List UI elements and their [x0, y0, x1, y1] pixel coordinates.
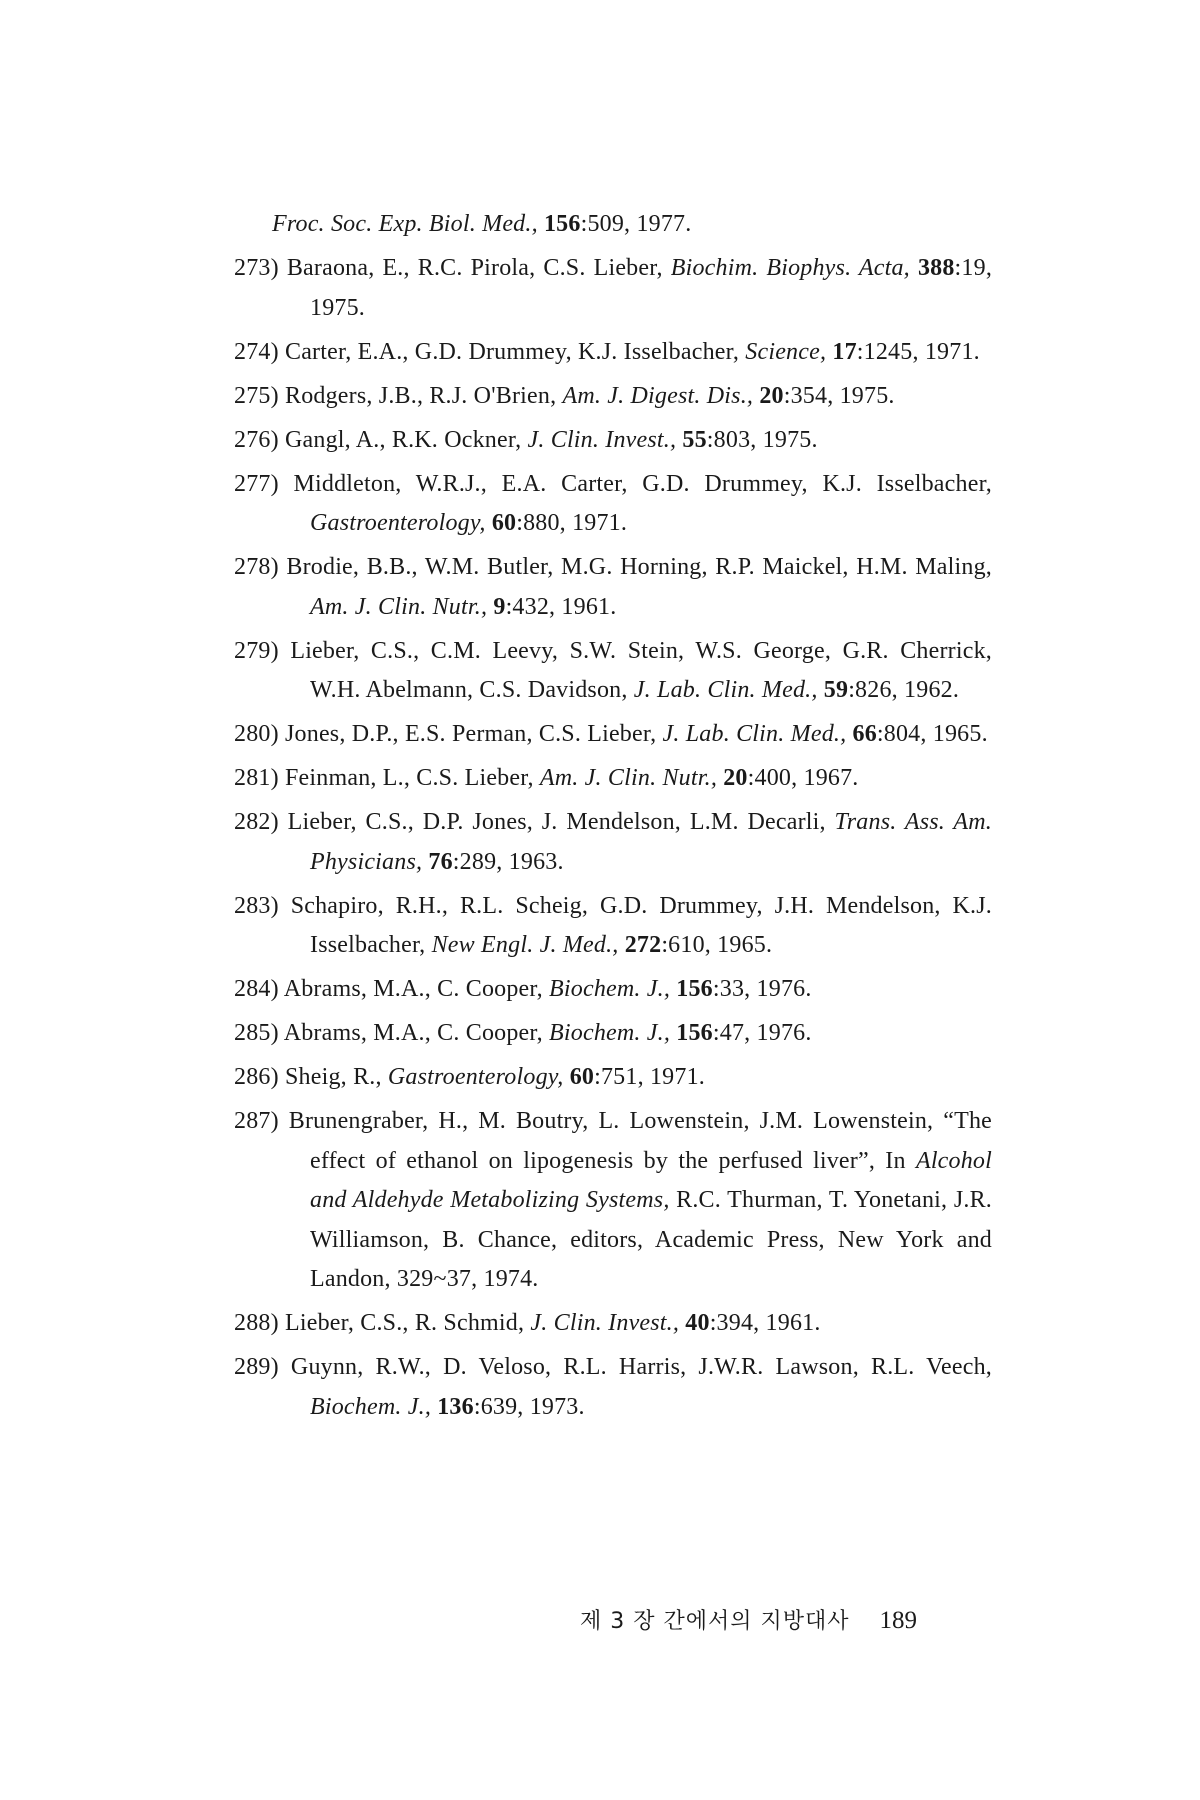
reference-pages: :19, 1975.	[310, 255, 993, 321]
page-footer	[580, 1604, 980, 1635]
reference-volume: 9	[493, 593, 506, 620]
reference-journal: Biochem. J.,	[549, 976, 671, 1002]
chapter-title: 제 3 장 간에서의 지방대사	[580, 1609, 850, 1634]
reference-journal: Alcohol and Aldehyde Metabolizing Systems,	[310, 1147, 993, 1213]
reference-pages: :509, 1977.	[580, 211, 692, 237]
reference-pages: :289, 1963.	[452, 848, 564, 875]
reference-journal: Am. J. Digest. Dis.,	[562, 382, 754, 409]
reference-journal: Froc. Soc. Exp. Biol. Med.,	[272, 211, 538, 237]
reference-number: 274)	[234, 338, 279, 365]
reference-list	[234, 205, 993, 1432]
reference-volume: 17	[832, 338, 857, 365]
reference-entry	[234, 377, 992, 417]
reference-volume: 136	[437, 1393, 474, 1420]
reference-volume: 66	[852, 721, 877, 747]
reference-authors: Sheig, R.,	[285, 1064, 382, 1090]
reference-pages: :804, 1965.	[876, 721, 988, 747]
reference-number: 276)	[234, 426, 279, 453]
reference-authors: Baraona, E., R.C. Pirola, C.S. Lieber,	[286, 255, 663, 281]
reference-volume: 55	[682, 426, 707, 453]
reference-entry	[234, 1058, 992, 1098]
reference-journal: Biochem. J.,	[310, 1393, 432, 1420]
reference-pages: :826, 1962.	[848, 677, 960, 703]
reference-authors: Guynn, R.W., D. Veloso, R.L. Harris, J.W.R. Lawson, R.L. Veech,	[290, 1354, 992, 1380]
reference-volume: 388	[917, 255, 955, 281]
reference-pages: R.C. Thurman, T. Yonetani, J.R. Williamson, B. Chance, editors, Academic Press, New York and Landon, 329~37, 1974.	[310, 1187, 993, 1292]
reference-volume: 20	[759, 382, 784, 409]
reference-entry	[272, 205, 992, 245]
reference-authors: Rodgers, J.B., R.J. O'Brien,	[285, 382, 557, 409]
reference-authors: Schapiro, R.H., R.L. Scheig, G.D. Drummey, J.H. Mendelson, K.J. Isselbacher,	[290, 892, 992, 958]
reference-entry	[234, 249, 993, 328]
reference-volume: 156	[676, 1020, 713, 1046]
reference-entry	[234, 632, 992, 711]
reference-entry	[234, 803, 992, 882]
reference-entry	[234, 759, 992, 799]
reference-number: 284)	[234, 976, 279, 1002]
reference-journal: Science,	[745, 338, 827, 365]
reference-journal: New Engl. J. Med.,	[431, 932, 619, 958]
reference-number: 275)	[234, 382, 279, 409]
reference-pages: :610, 1965.	[661, 932, 773, 958]
reference-authors: Lieber, C.S., D.P. Jones, J. Mendelson, L.M. Decarli,	[287, 809, 826, 835]
reference-volume: 40	[685, 1310, 710, 1336]
reference-pages: :354, 1975.	[783, 382, 895, 409]
reference-authors: Feinman, L., C.S. Lieber,	[285, 765, 534, 791]
page-number: 189	[879, 1607, 917, 1634]
reference-number: 283)	[234, 892, 279, 919]
reference-pages: :432, 1961.	[505, 593, 617, 620]
reference-number: 280)	[234, 721, 279, 747]
reference-authors: Abrams, M.A., C. Cooper,	[283, 1020, 543, 1046]
reference-journal: Am. J. Clin. Nutr.,	[539, 765, 718, 791]
reference-entry	[234, 887, 992, 966]
reference-journal: Trans. Ass. Am. Physicians,	[310, 809, 992, 875]
reference-entry	[234, 715, 992, 755]
reference-journal: Gastroenterology,	[310, 510, 486, 536]
reference-pages: :47, 1976.	[712, 1020, 812, 1046]
reference-journal: Gastroenterology,	[387, 1064, 564, 1090]
reference-pages: :803, 1975.	[706, 426, 818, 453]
reference-volume: 60	[491, 510, 517, 536]
reference-journal: Am. J. Clin. Nutr.,	[310, 593, 488, 620]
reference-pages: :751, 1971.	[594, 1064, 705, 1090]
reference-journal: J. Lab. Clin. Med.,	[633, 677, 818, 703]
reference-entry	[234, 421, 992, 461]
reference-entry	[234, 1102, 993, 1300]
reference-number: 281)	[234, 765, 279, 791]
reference-entry	[234, 548, 992, 627]
reference-authors: Brunengraber, H., M. Boutry, L. Lowenstein, J.M. Lowenstein, “The effect of ethanol on lipogenesis by the perfused liver”, In	[288, 1108, 993, 1174]
reference-number: 288)	[234, 1310, 279, 1336]
reference-authors: Lieber, C.S., C.M. Leevy, S.W. Stein, W.S. George, G.R. Cherrick, W.H. Abelmann, C.S. Davidson,	[290, 637, 992, 703]
reference-pages: :400, 1967.	[747, 765, 859, 791]
reference-journal: J. Clin. Invest.,	[527, 426, 677, 453]
reference-volume: 59	[823, 677, 849, 703]
reference-entry	[234, 1304, 992, 1344]
reference-authors: Jones, D.P., E.S. Perman, C.S. Lieber,	[285, 721, 657, 747]
reference-pages: :1245, 1971.	[856, 338, 980, 365]
reference-volume: 156	[676, 976, 713, 1002]
reference-journal: J. Clin. Invest.,	[530, 1310, 680, 1336]
reference-journal: Biochem. J.,	[549, 1020, 671, 1046]
reference-entry	[234, 333, 992, 373]
reference-number: 286)	[234, 1064, 279, 1090]
reference-authors: Lieber, C.S., R. Schmid,	[285, 1310, 525, 1336]
reference-number: 287)	[234, 1108, 279, 1134]
reference-volume: 20	[723, 765, 748, 791]
reference-authors: Gangl, A., R.K. Ockner,	[285, 426, 522, 453]
reference-number: 279)	[234, 637, 279, 664]
reference-pages: :880, 1971.	[516, 510, 628, 536]
reference-entry	[234, 465, 992, 544]
reference-authors: Brodie, B.B., W.M. Butler, M.G. Horning, R.P. Maickel, H.M. Maling,	[286, 554, 992, 580]
reference-number: 285)	[234, 1020, 279, 1046]
reference-volume: 156	[543, 211, 581, 237]
reference-authors: Middleton, W.R.J., E.A. Carter, G.D. Drummey, K.J. Isselbacher,	[293, 470, 992, 497]
reference-pages: :33, 1976.	[712, 976, 812, 1002]
reference-entry	[234, 1348, 992, 1427]
reference-authors: Abrams, M.A., C. Cooper,	[283, 976, 543, 1002]
reference-volume: 272	[624, 932, 662, 958]
reference-pages: :394, 1961.	[709, 1310, 821, 1336]
reference-journal: J. Lab. Clin. Med.,	[662, 721, 847, 747]
reference-number: 282)	[234, 809, 279, 835]
reference-volume: 76	[428, 848, 453, 875]
reference-number: 289)	[234, 1354, 279, 1380]
reference-volume: 60	[569, 1064, 595, 1090]
reference-number: 277)	[234, 470, 279, 497]
reference-pages: :639, 1973.	[473, 1393, 585, 1420]
reference-journal: Biochim. Biophys. Acta,	[670, 255, 910, 281]
reference-entry	[234, 970, 992, 1010]
reference-entry	[234, 1014, 992, 1054]
reference-number: 278)	[234, 554, 279, 580]
reference-authors: Carter, E.A., G.D. Drummey, K.J. Isselbacher,	[285, 338, 740, 365]
reference-number: 273)	[234, 255, 279, 281]
